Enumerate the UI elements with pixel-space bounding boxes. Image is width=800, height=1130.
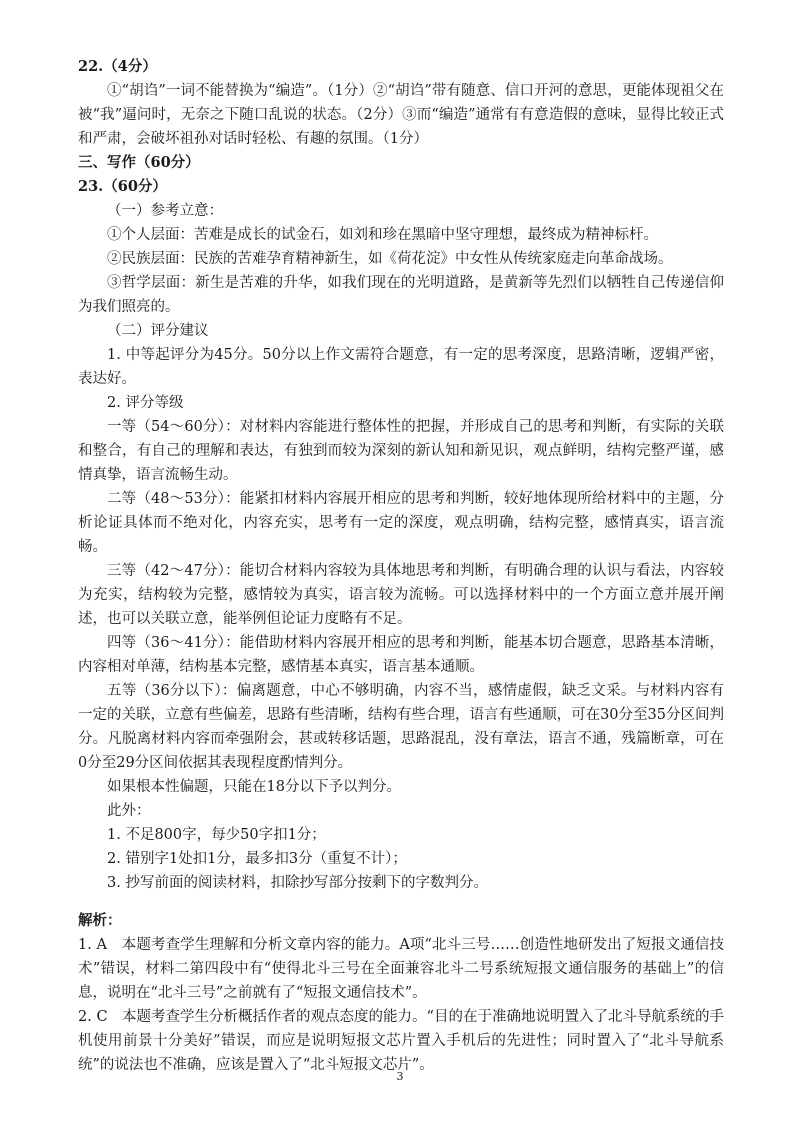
reference-ideas-title: （一）参考立意： xyxy=(107,203,223,219)
page-number: 3 xyxy=(396,1070,404,1083)
scoring-levels-title: 2. 评分等级 xyxy=(107,395,184,411)
grade-level-item: 一等（54～60分）：对材料内容能进行整体性的把握，并形成自己的思考和判断，有实际的关联和整合，有自己的理解和表达，有独到而较为深刻的新认知和新见识，观点鲜明，结构完整严谨，感情真挚，语言流畅生动。 xyxy=(78,419,724,483)
additional-rule-item: 2. 错别字1处扣1分，最多扣3分（重复不计）； xyxy=(107,851,407,867)
additional-rule-item: 3. 抄写前面的阅读材料，扣除抄写部分按剩下的字数判分。 xyxy=(107,875,488,891)
reference-idea-item: ①个人层面：苦难是成长的试金石，如刘和珍在黑暗中坚守理想，最终成为精神标杆。 xyxy=(107,227,658,243)
reference-idea-item: ②民族层面：民族的苦难孕育精神新生，如《荷花淀》中女性从传统家庭走向革命战场。 xyxy=(107,251,673,267)
grade-level-item: 三等（42～47分）：能切合材料内容较为具体地思考和判断，有明确合理的认识与看法，内容较为充实，结构较为完整，感情较为真实，语言较为流畅。可以选择材料中的一个方面立意并展开阐述，也可以关联立意，能举例但论证力度略有不足。 xyxy=(78,563,724,627)
page-content xyxy=(78,55,724,1077)
grade-level-item: 二等（48～53分）：能紧扣材料内容展开相应的思考和判断，较好地体现所给材料中的主题，分析论证具体而不绝对化，内容充实，思考有一定的深度，观点明确，结构完整，感情真实，语言流畅。 xyxy=(78,491,724,555)
analysis-title: 解析： xyxy=(78,912,122,929)
additional-rule-item: 1. 不足800字，每少50字扣1分； xyxy=(107,827,326,843)
grade-level-item: 五等（36分以下）：偏离题意，中心不够明确，内容不当，感情虚假，缺乏文采。与材料内容有一定的关联，立意有些偏差，思路有些清晰，结构有些合理，语言有些通顺，可在30分至35分区间判分。凡脱离材料内容而牵强附会，甚或转移话题，思路混乱，没有章法，语言不通，残篇断章，可在0分至29分区间依据其表现程度酌情判分。 xyxy=(78,683,724,771)
q22-heading: 22.（4分） xyxy=(78,58,157,75)
section-writing-title: 三、写作（60分） xyxy=(78,154,200,171)
q23-heading: 23.（60分） xyxy=(78,178,167,195)
analysis-item: 1. A 本题考查学生理解和分析文章内容的能力。A项“北斗三号……创造性地研发出了短报文通信技术”错误，材料二第四段中有“使得北斗三号在全面兼容北斗二号系统短报文通信服务的基础上”的信息，说明在“北斗三号”之前就有了“短报文通信技术”。 xyxy=(78,937,724,1001)
analysis-item: 2. C 本题考查学生分析概括作者的观点态度的能力。“目的在于准确地说明置入了北斗导航系统的手机使用前景十分美好”错误，而应是说明短报文芯片置入手机后的先进性；同时置入了“北斗导航系统”的说法也不准确，应该是置入了“北斗短报文芯片”。 xyxy=(78,1009,724,1073)
scoring-start-score: 1. 中等起评分为45分。50分以上作文需符合题意，有一定的思考深度，思路清晰，逻辑严密，表达好。 xyxy=(78,347,724,387)
additional-rules-title: 此外： xyxy=(107,803,151,819)
section-spacer xyxy=(78,895,724,909)
q22-answer: ①“胡诌”一词不能替换为“编造”。（1分）②“胡诌”带有随意、信口开河的意思，更能体现祖父在被“我”逼问时，无奈之下随口乱说的状态。（2分）③而“编造”通常有有意造假的意味，显得比较正式和严肃，会破坏祖孙对话时轻松、有趣的氛围。（1分） xyxy=(78,83,724,147)
grade-level-item: 四等（36～41分）：能借助材料内容展开相应的思考和判断，能基本切合题意，思路基本清晰，内容相对单薄，结构基本完整，感情基本真实，语言基本通顺。 xyxy=(78,635,724,675)
reference-idea-item: ③哲学层面：新生是苦难的升华，如我们现在的光明道路，是黄新等先烈们以牺牲自己传递信仰为我们照亮的。 xyxy=(78,275,724,315)
off-topic-rule: 如果根本性偏题，只能在18分以下予以判分。 xyxy=(107,779,401,795)
scoring-suggestions-title: （二）评分建议 xyxy=(107,323,209,339)
